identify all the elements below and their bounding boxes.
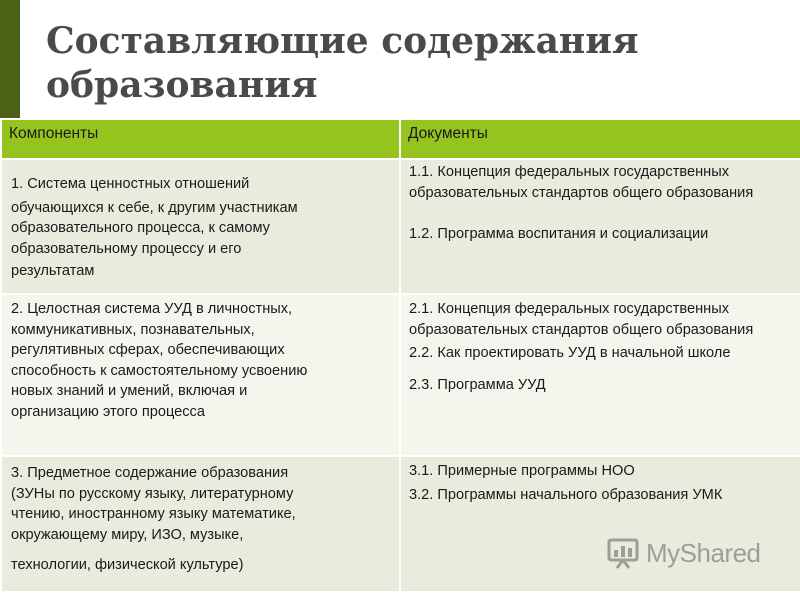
component-line: (ЗУНы по русскому языку, литературному — [11, 485, 294, 502]
component-line: регулятивных сферах, обеспечивающих — [11, 342, 285, 359]
component-line: коммуникативных, познавательных, — [11, 321, 255, 338]
document-item: 2.3. Программа УУД — [409, 376, 546, 393]
document-item: 1.2. Программа воспитания и социализации — [409, 226, 709, 243]
component-line: способность к самостоятельному усвоению — [11, 362, 308, 379]
component-line: новых знаний и умений, включая и — [11, 383, 248, 400]
component-line: результатам — [11, 263, 95, 280]
table-row — [1, 456, 800, 592]
page-title-line-1: Составляющие содержания — [46, 20, 639, 62]
component-cell — [1, 159, 400, 294]
column-header-documents: Документы — [400, 119, 800, 159]
document-item: 2.1. Концепция федеральных государственных образовательных стандартов общего образования — [409, 301, 754, 338]
component-cell — [1, 294, 400, 456]
accent-bar — [0, 0, 20, 118]
component-line: технологии, физической культуре) — [11, 557, 244, 574]
document-item: 3.2. Программы начального образования УМК — [409, 486, 723, 503]
component-line: 2. Целостная система УУД в личностных, — [11, 301, 293, 317]
component-line: 1. Система ценностных отношений — [11, 176, 250, 192]
component-line: образовательному процессу и его — [11, 240, 242, 257]
component-line: организацию этого процесса — [11, 403, 205, 420]
documents-cell — [400, 456, 800, 592]
document-item: 2.2. Как проектировать УУД в начальной школе — [409, 345, 731, 362]
presentation-icon — [606, 536, 640, 570]
table-row — [1, 159, 800, 294]
table-row — [1, 294, 800, 456]
component-line: образовательного процесса, к самому — [11, 220, 270, 237]
watermark-text: MyShared — [646, 537, 761, 568]
component-line: 3. Предметное содержание образования — [11, 465, 289, 481]
watermark — [606, 536, 761, 570]
component-line: чтению, иностранному языку математике, — [11, 506, 296, 523]
document-item: 3.1. Примерные программы НОО — [409, 463, 635, 479]
page-title — [46, 20, 786, 108]
document-item: 1.1. Концепция федеральных государственных образовательных стандартов общего образования — [409, 164, 754, 201]
content-table — [0, 118, 800, 593]
documents-cell — [400, 294, 800, 456]
documents-cell — [400, 159, 800, 294]
column-header-components: Компоненты — [1, 119, 400, 159]
page-title-line-2: образования — [46, 63, 318, 106]
component-cell — [1, 456, 400, 592]
component-line: обучающихся к себе, к другим участникам — [11, 199, 298, 216]
component-line: окружающему миру, ИЗО, музыке, — [11, 526, 244, 543]
table-header-row — [1, 119, 800, 159]
